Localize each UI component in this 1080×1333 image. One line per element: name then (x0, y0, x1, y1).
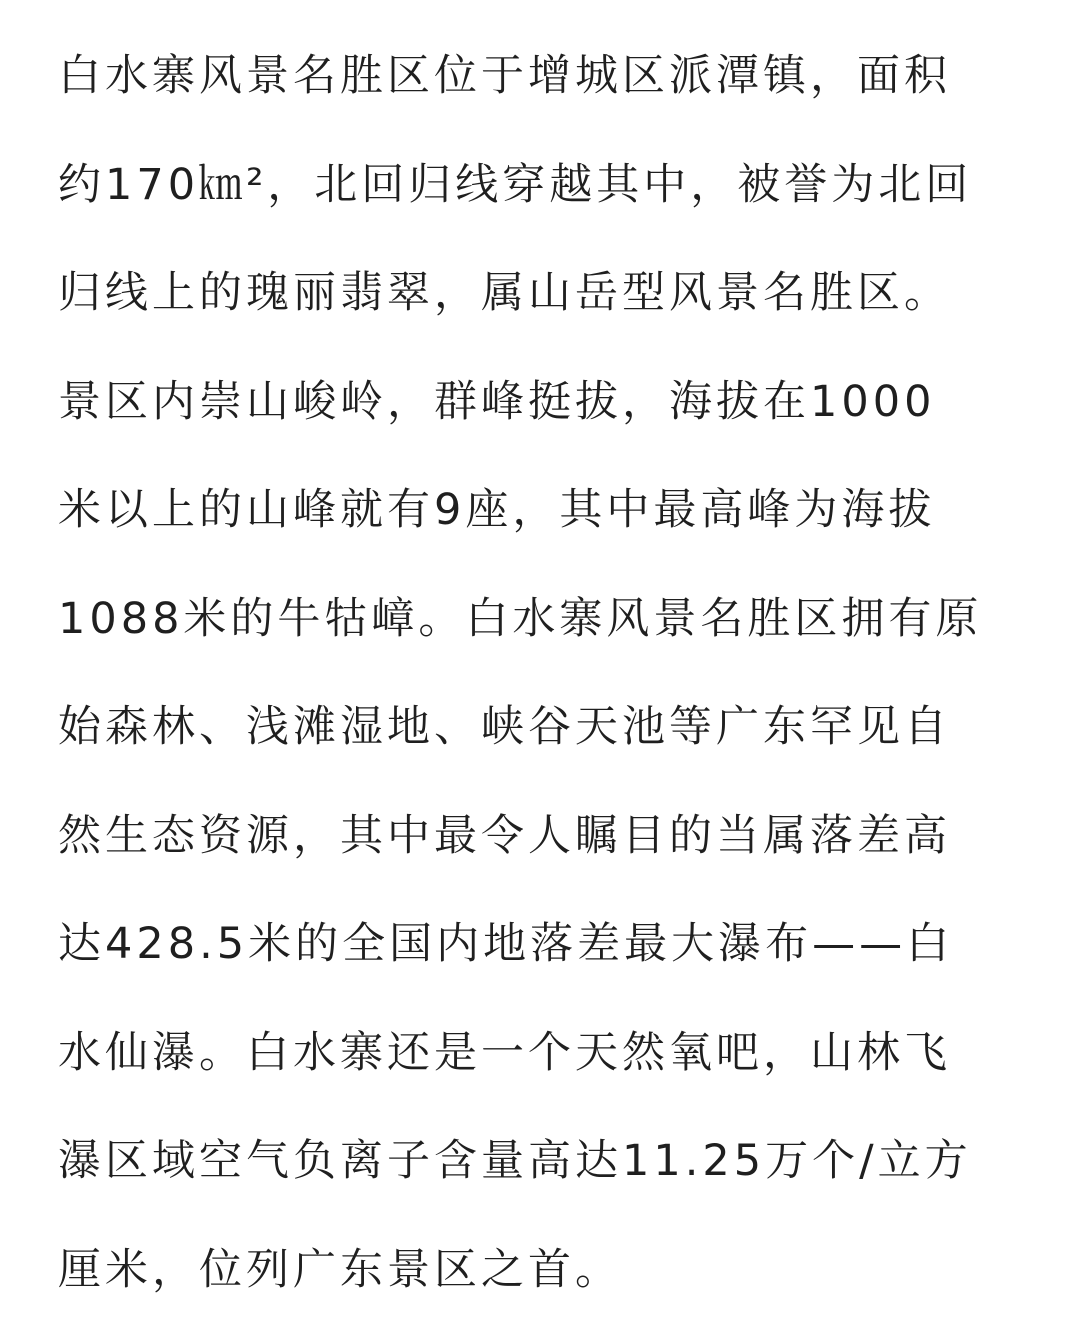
text-line: 1088米的牛牯嶂。白水寨风景名胜区拥有原 (58, 593, 983, 644)
text-line: 始森林、浅滩湿地、峡谷天池等广东罕见自 (58, 702, 951, 752)
text-line: 约170㎞²，北回归线穿越其中，被誉为北回 (58, 159, 973, 210)
text-line: 然生态资源，其中最令人瞩目的当属落差高 (58, 810, 951, 861)
text-line: 瀑区域空气负离子含量高达11.25万个/立方 (58, 1136, 972, 1186)
text-line: 达428.5米的全国内地落差最大瀑布——白 (58, 919, 954, 969)
text-line: 米以上的山峰就有9座，其中最高峰为海拔 (58, 485, 936, 535)
text-line: 归线上的瑰丽翡翠，属山岳型风景名胜区。 (58, 268, 951, 318)
text-line: 白水寨风景名胜区位于增城区派潭镇，面积 (58, 51, 951, 101)
article-paragraph (58, 36, 1030, 1333)
text-line: 景区内崇山峻岭，群峰挺拔，海拔在1000 (58, 376, 936, 427)
text-line: 水仙瀑。白水寨还是一个天然氧吧，山林飞 (58, 1027, 951, 1078)
text-line: 厘米，位列广东景区之首。 (58, 1244, 622, 1295)
